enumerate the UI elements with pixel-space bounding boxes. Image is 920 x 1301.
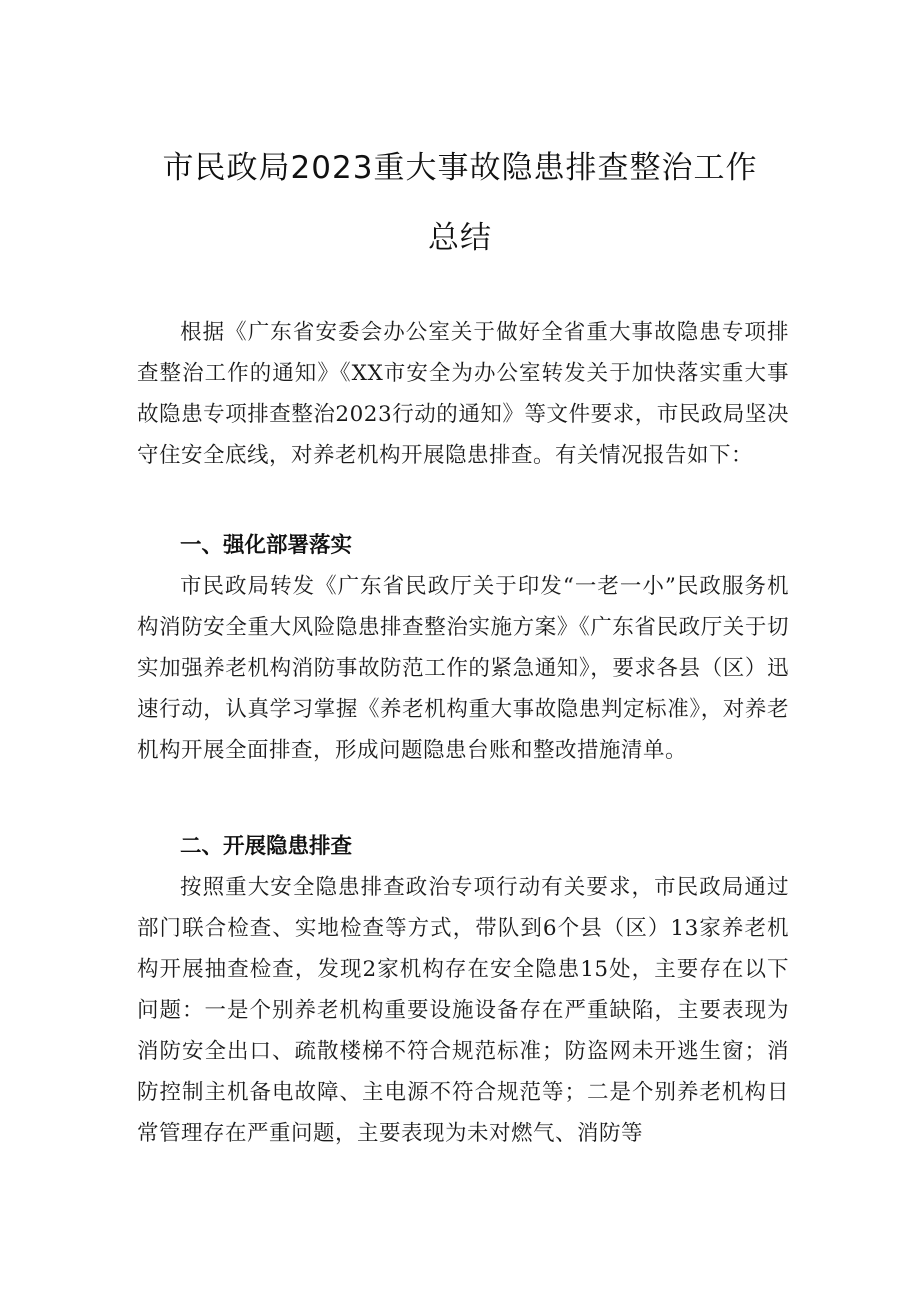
document-title-line-1: 市民政局2023重大事故隐患排查整治工作 bbox=[162, 150, 758, 186]
section-1-paragraph: 市民政局转发《广东省民政厅关于印发“一老一小”民政服务机构消防安全重大风险隐患排查整治实施方案》《广东省民政厅关于切实加强养老机构消防事故防范工作的紧急通知》，要求各县（区）迅速行动，认真学习掌握《养老机构重大事故隐患判定标准》，对养老机构开展全面排查，形成问题隐患台账和整改措施清单。 bbox=[137, 574, 789, 763]
document-title-line-2: 总结 bbox=[428, 220, 492, 256]
section-heading-1: 一、强化部署落实 bbox=[180, 533, 353, 558]
section-2-paragraph: 按照重大安全隐患排查政治专项行动有关要求，市民政局通过部门联合检查、实地检查等方式，带队到6个县（区）13家养老机构开展抽查检查，发现2家机构存在安全隐患15处，主要存在以下问题：一是个别养老机构重要设施设备存在严重缺陷，主要表现为消防安全出口、疏散楼梯不符合规范标准；防盗网未开逃生窗；消防控制主机备电故障、主电源不符合规范等；二是个别养老机构日常管理存在严重问题，主要表现为未对燃气、消防等 bbox=[137, 875, 789, 1146]
intro-paragraph: 根据《广东省安委会办公室关于做好全省重大事故隐患专项排查整治工作的通知》《XX市安全为办公室转发关于加快落实重大事故隐患专项排查整治2023行动的通知》等文件要求，市民政局坚决守住安全底线，对养老机构开展隐患排查。有关情况报告如下： bbox=[137, 320, 789, 468]
section-heading-2: 二、开展隐患排查 bbox=[180, 834, 353, 859]
